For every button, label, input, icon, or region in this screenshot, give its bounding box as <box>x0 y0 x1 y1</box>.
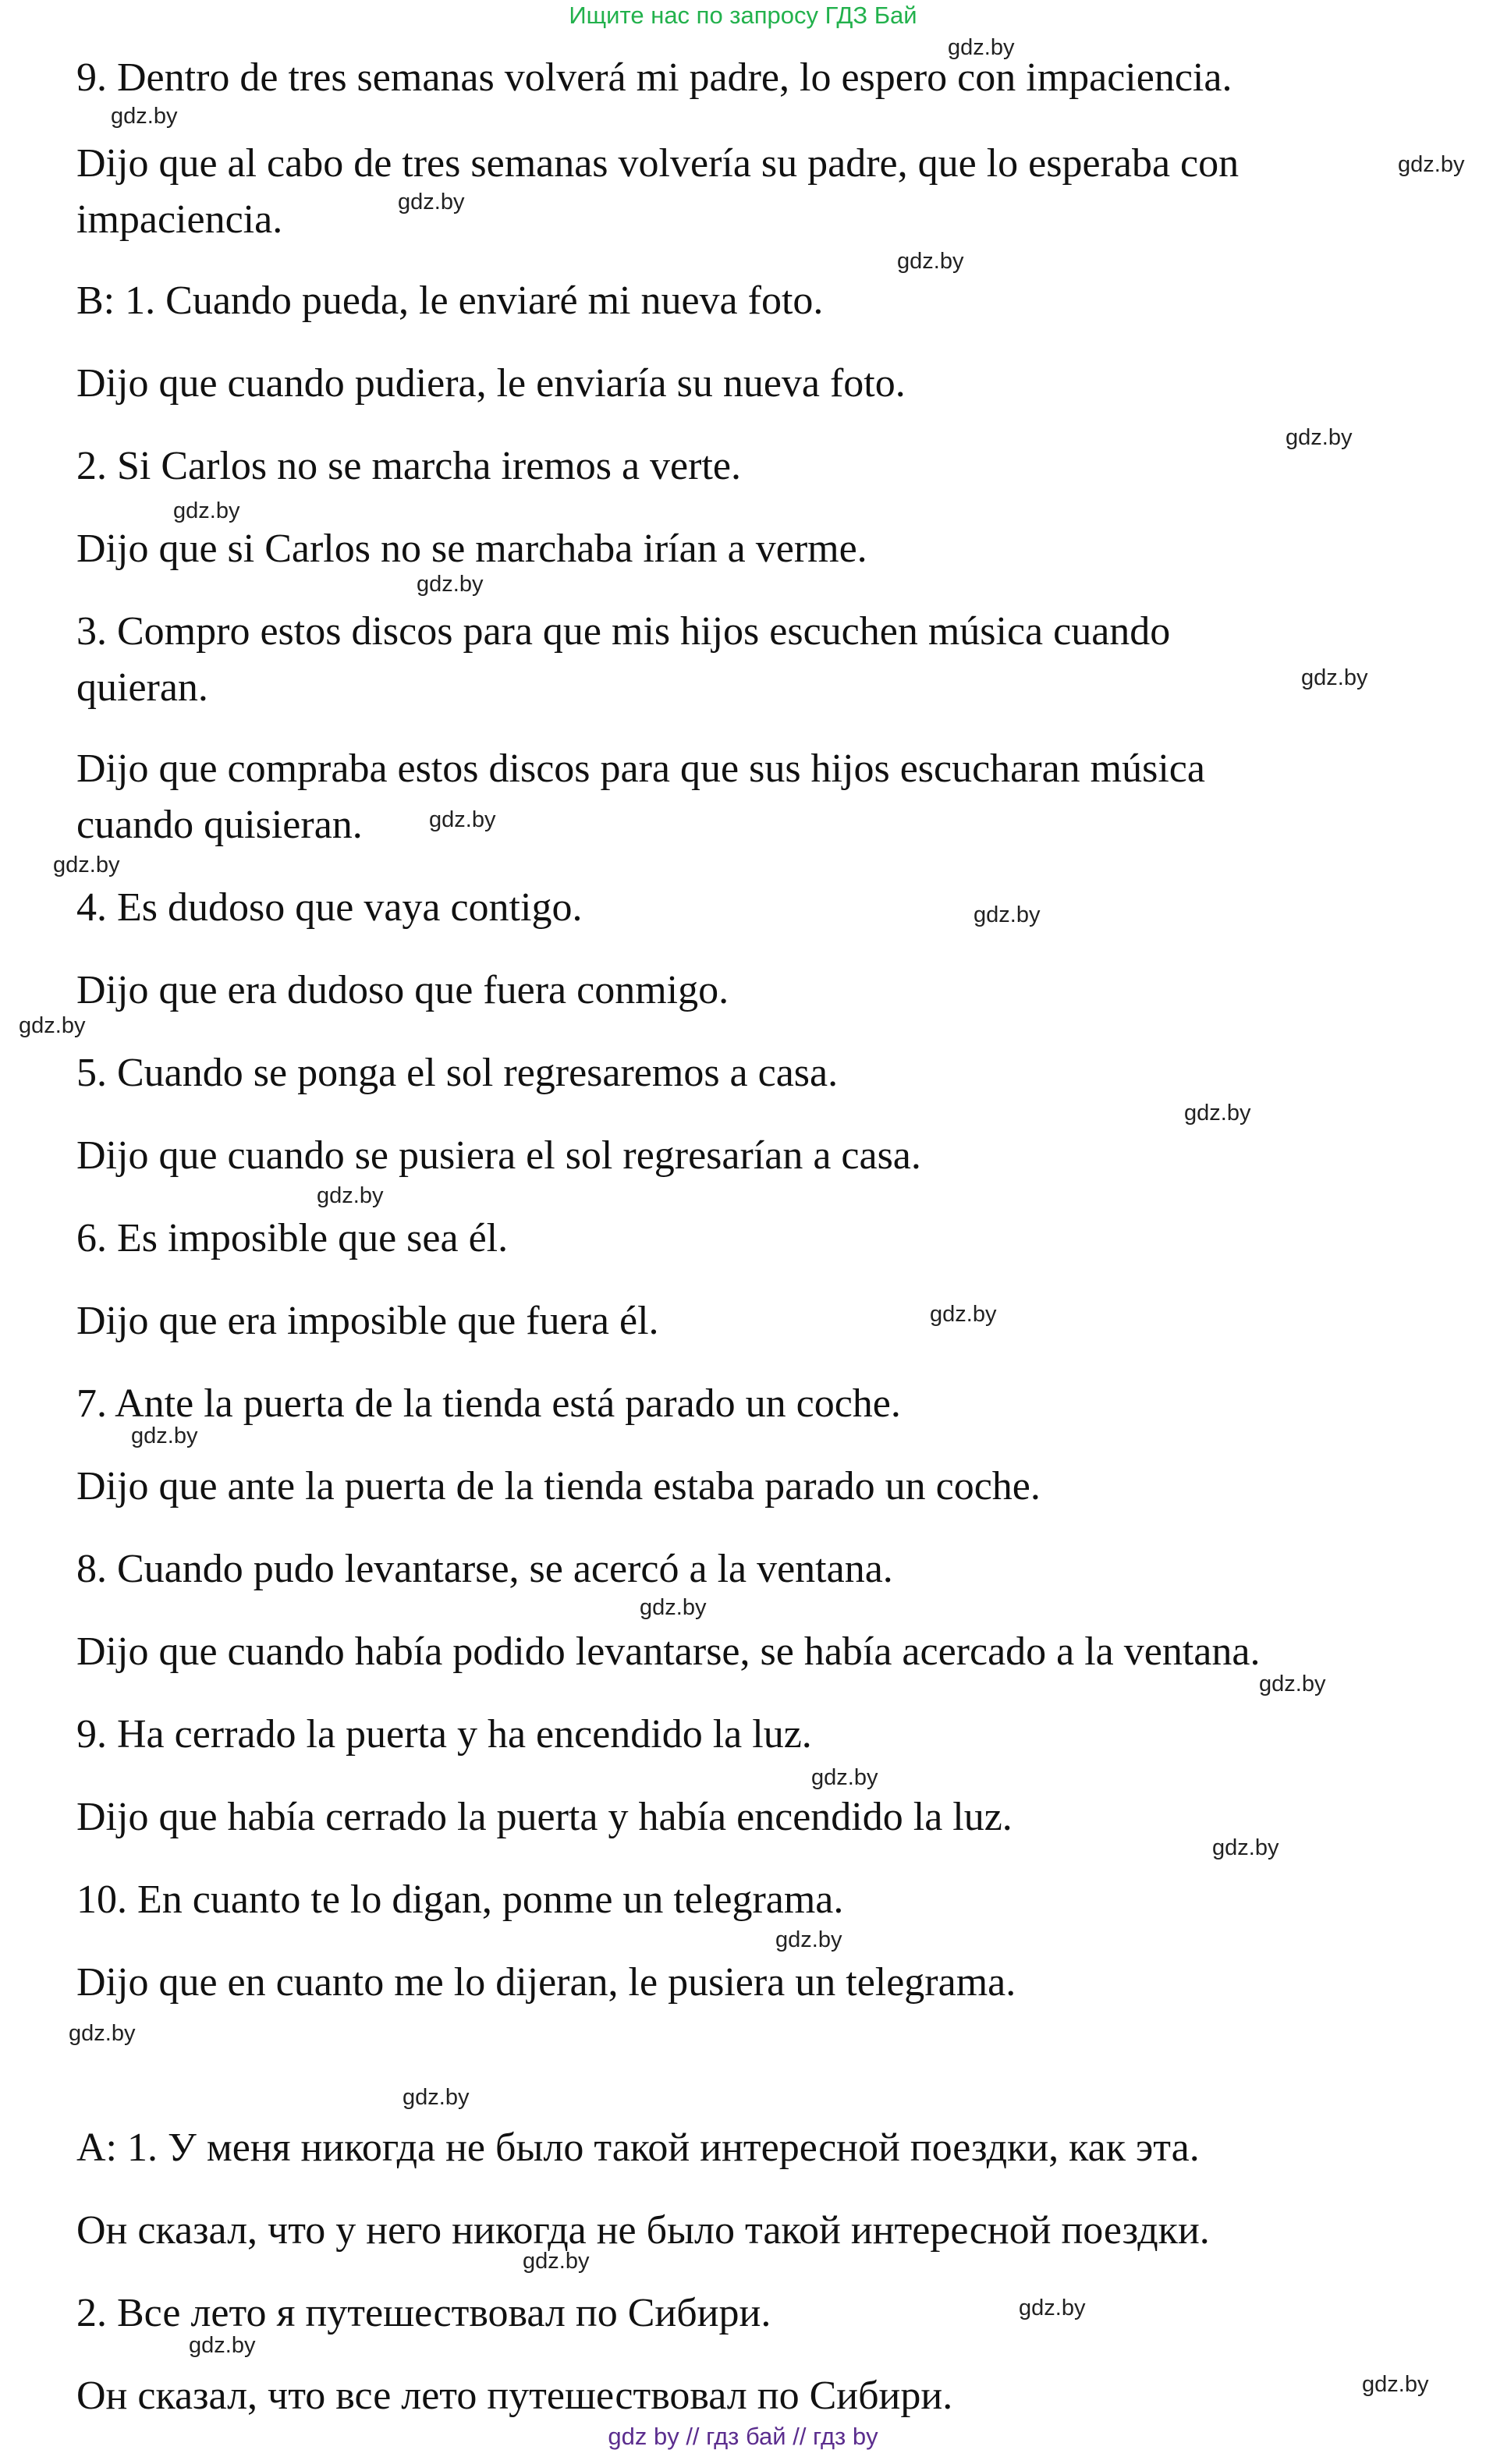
watermark: gdz.by <box>1259 1672 1326 1696</box>
line-text: Dijo que cuando pudiera, le enviaría su nueva foto. <box>76 361 906 406</box>
line-text: Dijo que si Carlos no se marchaba irían a verme. <box>76 526 867 571</box>
watermark: gdz.by <box>948 35 1015 60</box>
line-text: 8. Cuando pudo levantarse, se acercó a la ventana. <box>76 1547 893 1591</box>
watermark: gdz.by <box>398 190 465 214</box>
line-text: Он сказал, что у него никогда не было такой интересной поездки. <box>76 2208 1210 2253</box>
watermark: gdz.by <box>775 1927 842 1952</box>
watermark: gdz.by <box>640 1595 707 1620</box>
watermark: gdz.by <box>173 498 240 523</box>
watermark: gdz.by <box>1286 425 1353 450</box>
line-text: Dijo que en cuanto me lo dijeran, le pusiera un telegrama. <box>76 1960 1016 2005</box>
watermark: gdz.by <box>131 1423 198 1448</box>
line-text: B: 1. Cuando pueda, le enviaré mi nueva foto. <box>76 278 824 323</box>
watermark: gdz.by <box>1019 2296 1086 2320</box>
line-text: cuando quisieran. <box>76 803 363 847</box>
watermark: gdz.by <box>317 1183 384 1208</box>
watermark: gdz.by <box>897 249 964 274</box>
line-text: Dijo que ante la puerta de la tienda estaba parado un coche. <box>76 1464 1041 1509</box>
watermark: gdz.by <box>19 1013 86 1038</box>
line-text: A: 1. У меня никогда не было такой интересной поездки, как эта. <box>76 2125 1200 2170</box>
watermark: gdz.by <box>974 902 1041 927</box>
watermark: gdz.by <box>69 2021 136 2046</box>
line-text: 9. Dentro de tres semanas volverá mi padre, lo espero con impaciencia. <box>76 55 1232 100</box>
line-text: quieran. <box>76 665 208 710</box>
top-banner[interactable]: Ищите нас по запросу ГДЗ Бай <box>569 2 917 29</box>
line-text: 5. Cuando se ponga el sol regresaremos a casa. <box>76 1051 839 1095</box>
watermark: gdz.by <box>930 1302 997 1327</box>
watermark: gdz.by <box>189 2333 256 2358</box>
watermark: gdz.by <box>53 853 120 877</box>
watermark: gdz.by <box>417 572 484 597</box>
watermark: gdz.by <box>111 104 178 129</box>
watermark: gdz.by <box>403 2085 470 2110</box>
watermark: gdz.by <box>1398 152 1465 177</box>
watermark: gdz.by <box>523 2249 590 2274</box>
watermark: gdz.by <box>811 1765 878 1790</box>
line-text: Dijo que compraba estos discos para que sus hijos escucharan música <box>76 746 1205 791</box>
line-text: Он сказал, что все лето путешествовал по Сибири. <box>76 2374 953 2418</box>
watermark: gdz.by <box>1184 1101 1251 1126</box>
line-text: Dijo que al cabo de tres semanas volvería su padre, que lo esperaba con <box>76 141 1240 186</box>
watermark: gdz.by <box>1212 1835 1279 1860</box>
line-text: Dijo que era imposible que fuera él. <box>76 1299 659 1343</box>
line-text: 10. En cuanto te lo digan, ponme un telegrama. <box>76 1877 844 1922</box>
line-text: Dijo que cuando había podido levantarse, se había acercado a la ventana. <box>76 1629 1261 1674</box>
line-text: 9. Ha cerrado la puerta y ha encendido la luz. <box>76 1712 812 1757</box>
line-text: 2. Si Carlos no se marcha iremos a verte. <box>76 444 741 488</box>
watermark: gdz.by <box>429 807 496 832</box>
footer-links[interactable]: gdz by // гдз бай // гдз by <box>608 2423 878 2450</box>
line-text: 7. Ante la puerta de la tienda está parado un coche. <box>76 1381 901 1426</box>
watermark: gdz.by <box>1362 2372 1429 2397</box>
line-text: 6. Es imposible que sea él. <box>76 1216 509 1260</box>
line-text: 2. Все лето я путешествовал по Сибири. <box>76 2291 771 2335</box>
line-text: 4. Es dudoso que vaya contigo. <box>76 885 583 930</box>
line-text: Dijo que era dudoso que fuera conmigo. <box>76 968 729 1012</box>
watermark: gdz.by <box>1301 665 1368 690</box>
line-text: Dijo que cuando se pusiera el sol regresarían a casa. <box>76 1133 921 1178</box>
line-text: 3. Compro estos discos para que mis hijos escuchen música cuando <box>76 609 1171 654</box>
line-text: Dijo que había cerrado la puerta y había encendido la luz. <box>76 1795 1013 1839</box>
line-text: impaciencia. <box>76 197 283 242</box>
